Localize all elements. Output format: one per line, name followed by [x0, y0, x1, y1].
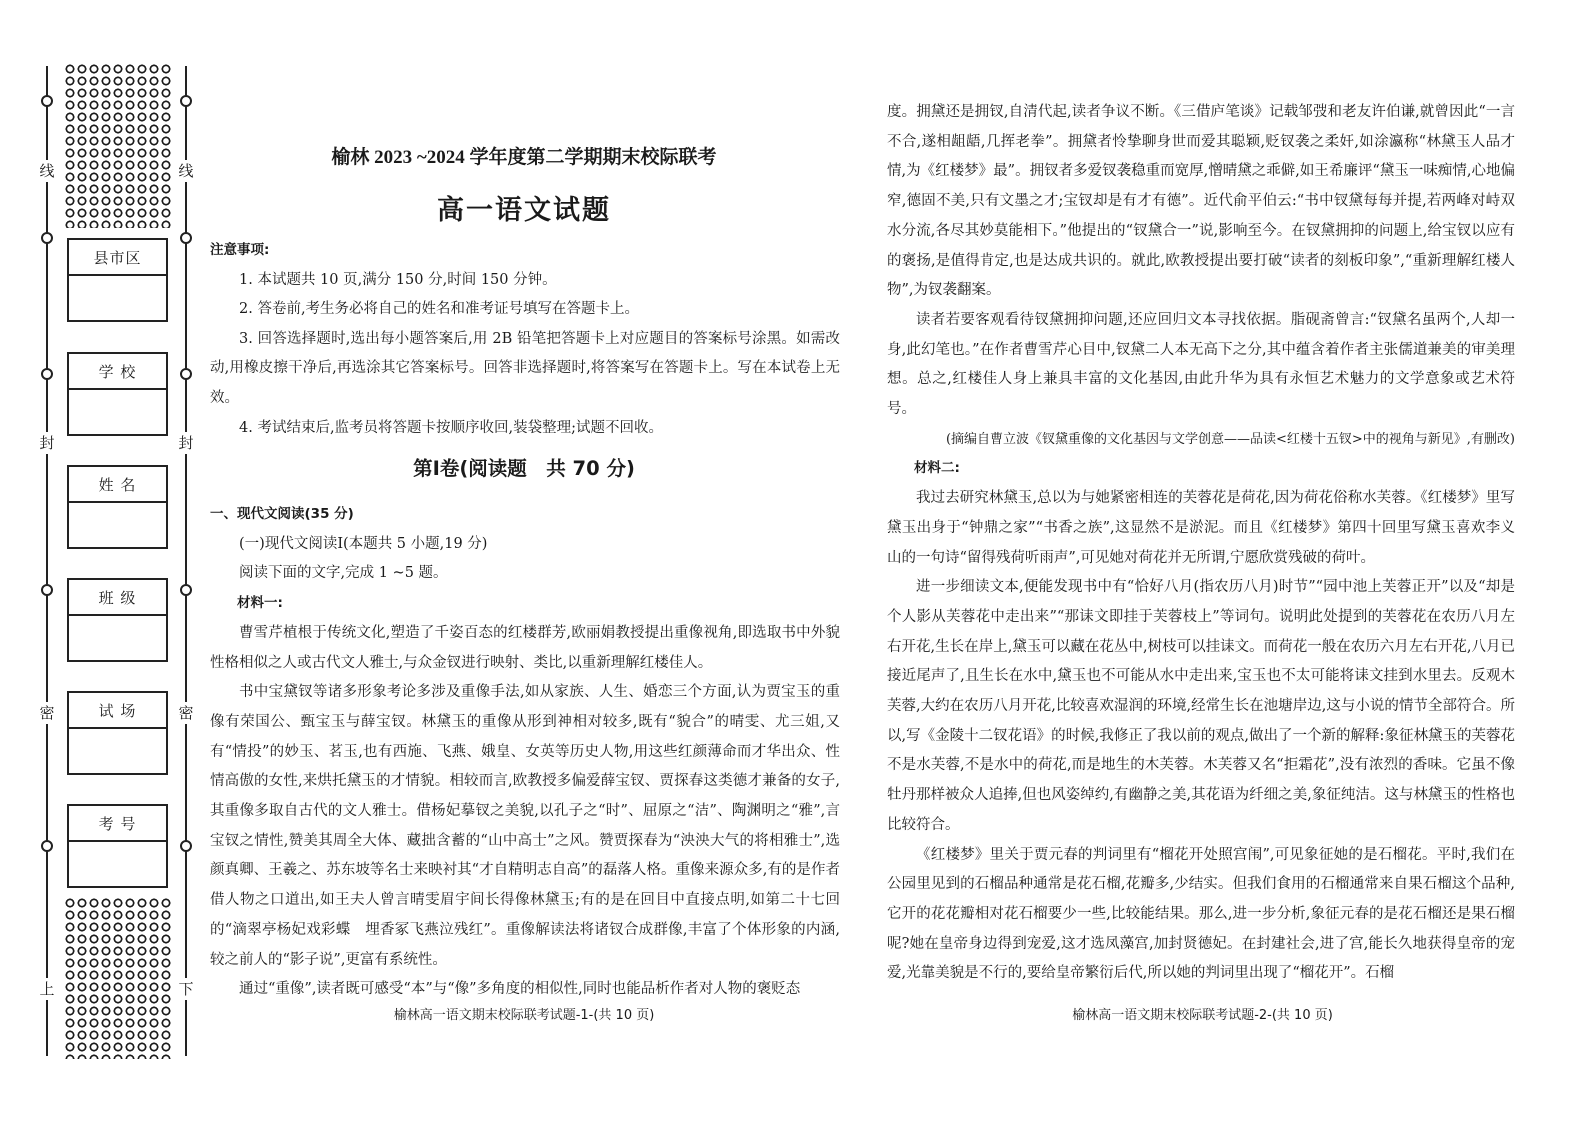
notice-item: 4. 考试结束后,监考员将答题卡按顺序收回,装袋整理;试题不回收。 — [239, 419, 664, 436]
paragraph: 读者若要客观看待钗黛拥抑问题,还应回归文本寻找依据。脂砚斋曾言:“钗黛名虽两个,人却一身,此幻笔也。”在作者曹雪芹心目中,钗黛二人本无高下之分,其中蕴含着作者主张儒道兼美的审美理想。总之,红楼佳人身上兼具丰富的文化基因,由此升华为具有永恒艺术魅力的文学意象或艺术符号。 — [887, 311, 1515, 418]
field-exam-room[interactable] — [67, 691, 168, 775]
source-note: (摘编自曹立波《钗黛重像的文化基因与文学创意——品读<红楼十五钗>中的视角与新见》,有删改) — [945, 431, 1515, 447]
paragraph: 《红楼梦》里关于贾元春的判词里有“榴花开处照宫闱”,可见象征她的是石榴花。平时,我们在公园里见到的石榴品种通常是花石榴,花瓣多,少结实。但我们食用的石榴通常来自果石榴这个品种,它开的花花瓣相对花石榴要少一些,比较能结果。那么,进一步分析,象征元春的是花石榴还是果石榴呢?她在皇帝身边得到宠爱,这才选凤藻宫,加封贤德妃。在封建社会,进了宫,能长久地获得皇帝的宠爱,光靠美貌是不行的,要给皇帝繁衍后代,所以她的判词里出现了“榴花开”。石榴 — [887, 846, 1515, 982]
field-class-label: 班 级 — [69, 580, 166, 616]
paragraph: 书中宝黛钗等诸多形象考论多涉及重像手法,如从家族、人生、婚恋三个方面,认为贾宝玉的重像有荣国公、甄宝玉与薛宝钗。林黛玉的重像从形到神相对较多,既有“貌合”的晴雯、尤三姐,又有“情投”的妙玉、茗玉,也有西施、飞燕、娥皇、女英等历史人物,用这些红颜薄命而才华出众、性情高傲的女性,来烘托黛玉的才情貌。相较而言,欧教授多偏爱薛宝钗、贾探春这类德才兼备的女子,其重像多取自古代的文人雅士。借杨妃摹钗之美貌,以孔子之“时”、屈原之“洁”、陶渊明之“雅”,言宝钗之情性,赞美其周全大体、藏拙含蓄的“山中高士”之风。赞贾探春为“泱泱大气的将相雅士”,选颜真卿、王羲之、苏东坡等名士来映衬其“才自精明志自高”的磊落人格。重像来源众多,有的是作者借人物之口道出,如王夫人曾言晴雯眉宇间长得像林黛玉;有的是在回目中直接点明,如第二十七回的“滴翠亭杨妃戏彩蝶 埋香冢飞燕泣残红”。重像解读法将诸钗合成群像,丰富了个体形象的内涵,较之前人的“影子说”,更富有系统性。 — [210, 684, 840, 968]
dot-pattern-bottom — [64, 897, 172, 1059]
binding-ring — [180, 232, 192, 244]
exam-title: 榆林 2023 ~2024 学年度第二学期期末校际联考 — [331, 147, 717, 168]
binding-char-seal-left: 封 — [36, 432, 58, 454]
field-exam-number[interactable] — [67, 804, 168, 888]
binding-ring — [180, 95, 192, 107]
volume-title: 第Ⅰ卷(阅读题 共 70 分) — [413, 457, 635, 480]
field-exam-room-label: 试 场 — [69, 693, 166, 729]
binding-ring — [180, 840, 192, 852]
paragraph: 曹雪芹植根于传统文化,塑造了千姿百态的红楼群芳,欧丽娟教授提出重像视角,即选取书中外貌性格相似之人或古代文人雅士,与众金钗进行映射、类比,以重新理解红楼佳人。 — [210, 624, 840, 671]
binding-char-secret-left: 密 — [36, 702, 58, 724]
notice-item: 3. 回答选择题时,选出每小题答案后,用 2B 铅笔把答题卡上对应题目的答案标号涂黑。如需改动,用橡皮擦干净后,再选涂其它答案标号。回答非选择题时,将答案写在答题卡上。写在本试卷上无效。 — [210, 330, 840, 406]
binding-char-down-right: 下 — [175, 978, 197, 1000]
binding-ring — [41, 232, 53, 244]
page-2-body — [887, 98, 1515, 989]
binding-char-secret-right: 密 — [175, 702, 197, 724]
binding-ring — [41, 840, 53, 852]
notice-item: 2. 答卷前,考生务必将自己的姓名和准考证号填写在答题卡上。 — [239, 301, 640, 318]
instruction: 阅读下面的文字,完成 1 ~5 题。 — [239, 565, 448, 582]
binding-strip — [0, 0, 205, 1123]
notice-block — [210, 236, 840, 443]
field-name[interactable] — [67, 465, 168, 549]
field-exam-number-label: 考 号 — [69, 806, 166, 842]
binding-line-left — [46, 66, 48, 1056]
binding-ring — [180, 584, 192, 596]
section-heading: 一、现代文阅读(35 分) — [210, 506, 354, 522]
field-school-label: 学 校 — [69, 354, 166, 390]
material-label: 材料二: — [914, 460, 960, 477]
exam-subtitle: 高一语文试题 — [437, 195, 611, 226]
binding-ring — [41, 368, 53, 380]
paragraph: 进一步细读文本,便能发现书中有“恰好八月(指农历八月)时节”“园中池上芙蓉正开”以及“却是个人影从芙蓉花中走出来”“那诔文即挂于芙蓉枝上”等词句。说明此处提到的芙蓉花在农历八月左右开花,生长在岸上,黛玉可以藏在花丛中,树枝可以挂诔文。而荷花一般在农历六月左右开花,八月已接近尾声了,且生长在水中,黛玉也不可能从水中走出来,宝玉也不太可能将诔文挂到水里去。反观木芙蓉,大约在农历八月开花,比较喜欢湿润的环境,经常生长在池塘岸边,这与小说的情节全部符合。所以,写《金陵十二钗花语》的时候,我修正了我以前的观点,做出了一个新的解释:象征林黛玉的芙蓉花不是水芙蓉,不是水中的荷花,而是地生的木芙蓉。木芙蓉又名“拒霜花”,没有浓烈的香味。它虽不像牡丹那样被众人追捧,但也风姿绰约,有幽静之美,其花语为纤细之美,象征纯洁。这与林黛玉的性格也比较符合。 — [887, 579, 1515, 833]
page-2 — [885, 0, 1520, 1123]
paragraph: 度。拥黛还是拥钗,自清代起,读者争议不断。《三借庐笔谈》记载邹弢和老友许伯谦,就曾因此“一言不合,遂相龃龉,几挥老拳”。拥黛者怜挚聊身世而爱其聪颖,贬钗袭之柔奸,如涂瀛称“林黛玉人品才情,为《红楼梦》最”。拥钗者多爱钗袭稳重而宽厚,憎晴黛之乖僻,如王希廉评“黛玉一味痴情,心地偏窄,德固不美,只有文墨之才;宝钗却是有才有德”。近代俞平伯云:“书中钗黛每每并提,若两峰对峙双水分流,各尽其妙莫能相下。”他提出的“钗黛合一”说,影响至今。在钗黛拥抑的问题上,给宝钗以应有的褒扬,是值得肯定,也是达成共识的。就此,欧教授提出要打破“读者的刻板印象”,“重新理解红楼人物”,为钗袭翻案。 — [887, 104, 1515, 299]
dot-pattern-top — [64, 63, 172, 228]
page-footer: 榆林高一语文期末校际联考试题-2-(共 10 页) — [1072, 1008, 1333, 1023]
binding-char-seal-right: 封 — [175, 432, 197, 454]
binding-char-line-left: 线 — [36, 160, 58, 182]
notice-heading: 注意事项: — [210, 242, 270, 258]
page-footer: 榆林高一语文期末校际联考试题-1-(共 10 页) — [393, 1008, 655, 1023]
field-county-label: 县市区 — [69, 240, 166, 276]
binding-char-line-right: 线 — [175, 160, 197, 182]
notice-item: 1. 本试题共 10 页,满分 150 分,时间 150 分钟。 — [239, 271, 557, 288]
subsection-heading: (一)现代文阅读Ⅰ(本题共 5 小题,19 分) — [239, 535, 488, 552]
field-county[interactable] — [67, 238, 168, 322]
binding-ring — [41, 95, 53, 107]
field-class[interactable] — [67, 578, 168, 662]
binding-char-up-left: 上 — [36, 978, 58, 1000]
binding-line-right — [185, 66, 187, 1056]
reading-section — [210, 500, 840, 1005]
material-label: 材料一: — [237, 595, 283, 612]
binding-ring — [41, 584, 53, 596]
field-school[interactable] — [67, 352, 168, 436]
paragraph: 我过去研究林黛玉,总以为与她紧密相连的芙蓉花是荷花,因为荷花俗称水芙蓉。《红楼梦》里写黛玉出身于“钟鼎之家”“书香之族”,这显然不是淤泥。而且《红楼梦》第四十回里写黛玉喜欢李义山的一句诗“留得残荷听雨声”,可见她对荷花并无所谓,宁愿欣赏残破的荷叶。 — [887, 490, 1515, 566]
binding-ring — [180, 368, 192, 380]
page-1 — [205, 0, 843, 1123]
field-name-label: 姓 名 — [69, 467, 166, 503]
paragraph: 通过“重像”,读者既可感受“本”与“像”多角度的相似性,同时也能品析作者对人物的褒贬态 — [239, 981, 801, 998]
